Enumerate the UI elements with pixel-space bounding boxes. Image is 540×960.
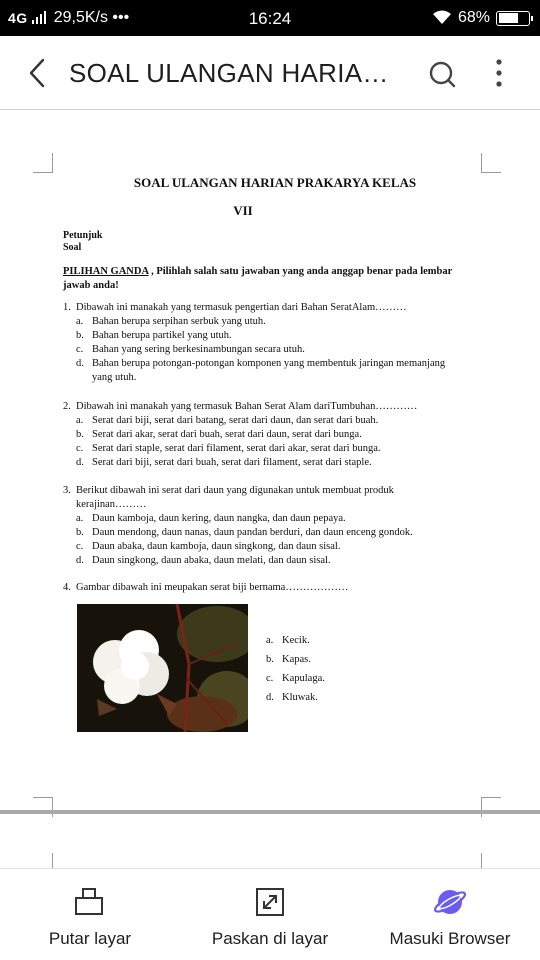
option-text: Bahan berupa serpihan serbuk yang utuh. — [92, 316, 266, 327]
option-item — [76, 456, 483, 470]
crop-mark — [481, 853, 501, 868]
option-item — [76, 414, 483, 428]
option-letter: c. — [76, 541, 84, 552]
network-type: 4G — [8, 10, 28, 26]
document-title: SOAL ULANGAN HARIAN PRAKARYA KELAS — [133, 175, 417, 190]
network-speed: 29,5K/s ••• — [53, 9, 130, 26]
question-text: Dibawah ini manakah yang termasuk pengertian dari Bahan SeratAlam……… — [76, 302, 407, 313]
option-list — [76, 414, 483, 470]
crop-mark — [33, 153, 53, 173]
option-item — [266, 631, 325, 650]
option-text: Daun singkong, daun abaka, daun melati, dan daun sisal. — [92, 555, 331, 566]
question-4 — [63, 581, 483, 595]
back-button[interactable] — [22, 56, 54, 90]
planet-browser-icon — [433, 885, 467, 919]
question-4-options — [266, 631, 325, 707]
rotate-screen-icon — [73, 885, 107, 919]
app-header — [0, 36, 540, 110]
battery-percent: 68% — [457, 9, 490, 26]
cotton-boll-photo — [77, 604, 248, 732]
option-item — [76, 428, 483, 442]
petunjuk-label — [63, 230, 102, 254]
option-item — [76, 329, 483, 343]
crop-mark — [33, 797, 53, 817]
search-button[interactable] — [426, 58, 458, 90]
option-text: Kapas. — [282, 654, 311, 665]
option-letter: c. — [76, 443, 84, 454]
option-letter: d. — [266, 692, 274, 703]
option-letter: d. — [76, 358, 84, 369]
option-letter: c. — [266, 673, 274, 684]
option-item — [76, 526, 483, 540]
option-text: Kluwak. — [282, 692, 318, 703]
search-icon — [426, 58, 458, 90]
option-text: Daun kamboja, daun kering, daun nangka, dan daun pepaya. — [92, 513, 346, 524]
option-text: Bahan yang sering berkesinambungan secara utuh. — [92, 344, 305, 355]
page-title: SOAL ULANGAN HARIA… — [69, 58, 389, 88]
option-letter: b. — [76, 330, 84, 341]
option-text: Serat dari akar, serat dari buah, serat dari daun, serat dari bunga. — [92, 429, 362, 440]
instruction-text — [63, 265, 463, 293]
option-letter: a. — [76, 316, 84, 327]
option-letter: b. — [76, 527, 84, 538]
fit-screen-label: Paskan di layar — [211, 929, 329, 948]
document-viewer[interactable] — [0, 111, 540, 868]
option-text: Kapulaga. — [282, 673, 325, 684]
instruction-heading: PILIHAN GANDA — [63, 266, 149, 277]
option-letter: c. — [76, 344, 84, 355]
option-text: Daun abaka, daun kamboja, daun singkong, dan daun sisal. — [92, 541, 341, 552]
question-number: 2. — [63, 401, 71, 412]
question-number: 4. — [63, 582, 71, 593]
crop-mark — [481, 153, 501, 173]
option-item — [76, 357, 451, 385]
fit-screen-button[interactable] — [195, 869, 345, 960]
option-text: Daun mendong, daun nanas, daun pandan berduri, dan daun enceng gondok. — [92, 527, 413, 538]
option-list — [76, 315, 483, 385]
crop-mark — [33, 853, 53, 868]
option-letter: d. — [76, 555, 84, 566]
status-right — [432, 9, 530, 27]
fit-screen-icon — [253, 885, 287, 919]
option-item — [76, 512, 483, 526]
question-3 — [63, 484, 483, 568]
option-item — [76, 315, 483, 329]
option-list — [76, 512, 483, 568]
open-browser-label: Masuki Browser — [389, 929, 511, 948]
page-separator — [0, 810, 540, 814]
question-2 — [63, 400, 483, 470]
option-text: Serat dari staple, serat dari filament, serat dari akar, serat dari bunga. — [92, 443, 381, 454]
rotate-screen-button[interactable] — [20, 869, 160, 960]
wifi-icon — [432, 10, 452, 26]
option-letter: a. — [76, 415, 84, 426]
bottom-toolbar — [0, 868, 540, 960]
question-text: Dibawah ini manakah yang termasuk Bahan Serat Alam dariTumbuhan………… — [76, 401, 418, 412]
more-vertical-icon — [486, 56, 512, 90]
more-options-button[interactable] — [486, 56, 512, 90]
battery-icon — [496, 11, 530, 26]
option-item — [266, 669, 325, 688]
option-text: Kecik. — [282, 635, 310, 646]
crop-mark — [481, 797, 501, 817]
question-1 — [63, 301, 483, 385]
option-letter: b. — [266, 654, 274, 665]
rotate-screen-label: Putar layar — [48, 929, 132, 948]
instruction-body: , Pilihlah salah satu jawaban yang anda anggap benar pada lembar jawab anda! — [63, 266, 453, 291]
option-text: Serat dari biji, serat dari buah, serat dari filament, serat dari staple. — [92, 457, 372, 468]
open-browser-button[interactable] — [380, 869, 520, 960]
option-letter: a. — [76, 513, 84, 524]
option-item — [76, 540, 483, 554]
question-text: Gambar dibawah ini meupakan serat biji bernama……………… — [76, 582, 349, 593]
option-item — [76, 442, 483, 456]
cotton-plant-image — [77, 604, 248, 732]
option-item — [266, 650, 325, 669]
battery-level — [499, 13, 519, 23]
option-letter: d. — [76, 457, 84, 468]
chevron-left-icon — [22, 56, 54, 90]
question-number: 1. — [63, 302, 71, 313]
option-item — [266, 688, 325, 707]
option-text: Bahan berupa potongan-potongan komponen yang membentuk jaringan memanjang yang utuh. — [92, 358, 446, 383]
question-number: 3. — [63, 485, 71, 496]
status-bar — [0, 0, 540, 36]
option-item — [76, 554, 483, 568]
option-letter: b. — [76, 429, 84, 440]
option-letter: a. — [266, 635, 274, 646]
question-text: Berikut dibawah ini serat dari daun yang digunakan untuk membuat produk kerajinan……… — [76, 485, 394, 510]
clock: 16:24 — [248, 9, 292, 28]
petunjuk-line2: Soal — [63, 242, 82, 253]
document-title-class: VII — [233, 203, 253, 218]
option-text: Bahan berupa partikel yang utuh. — [92, 330, 232, 341]
option-text: Serat dari biji, serat dari batang, serat dari daun, dan serat dari buah. — [92, 415, 379, 426]
option-item — [76, 343, 483, 357]
petunjuk-line1: Petunjuk — [63, 230, 103, 241]
